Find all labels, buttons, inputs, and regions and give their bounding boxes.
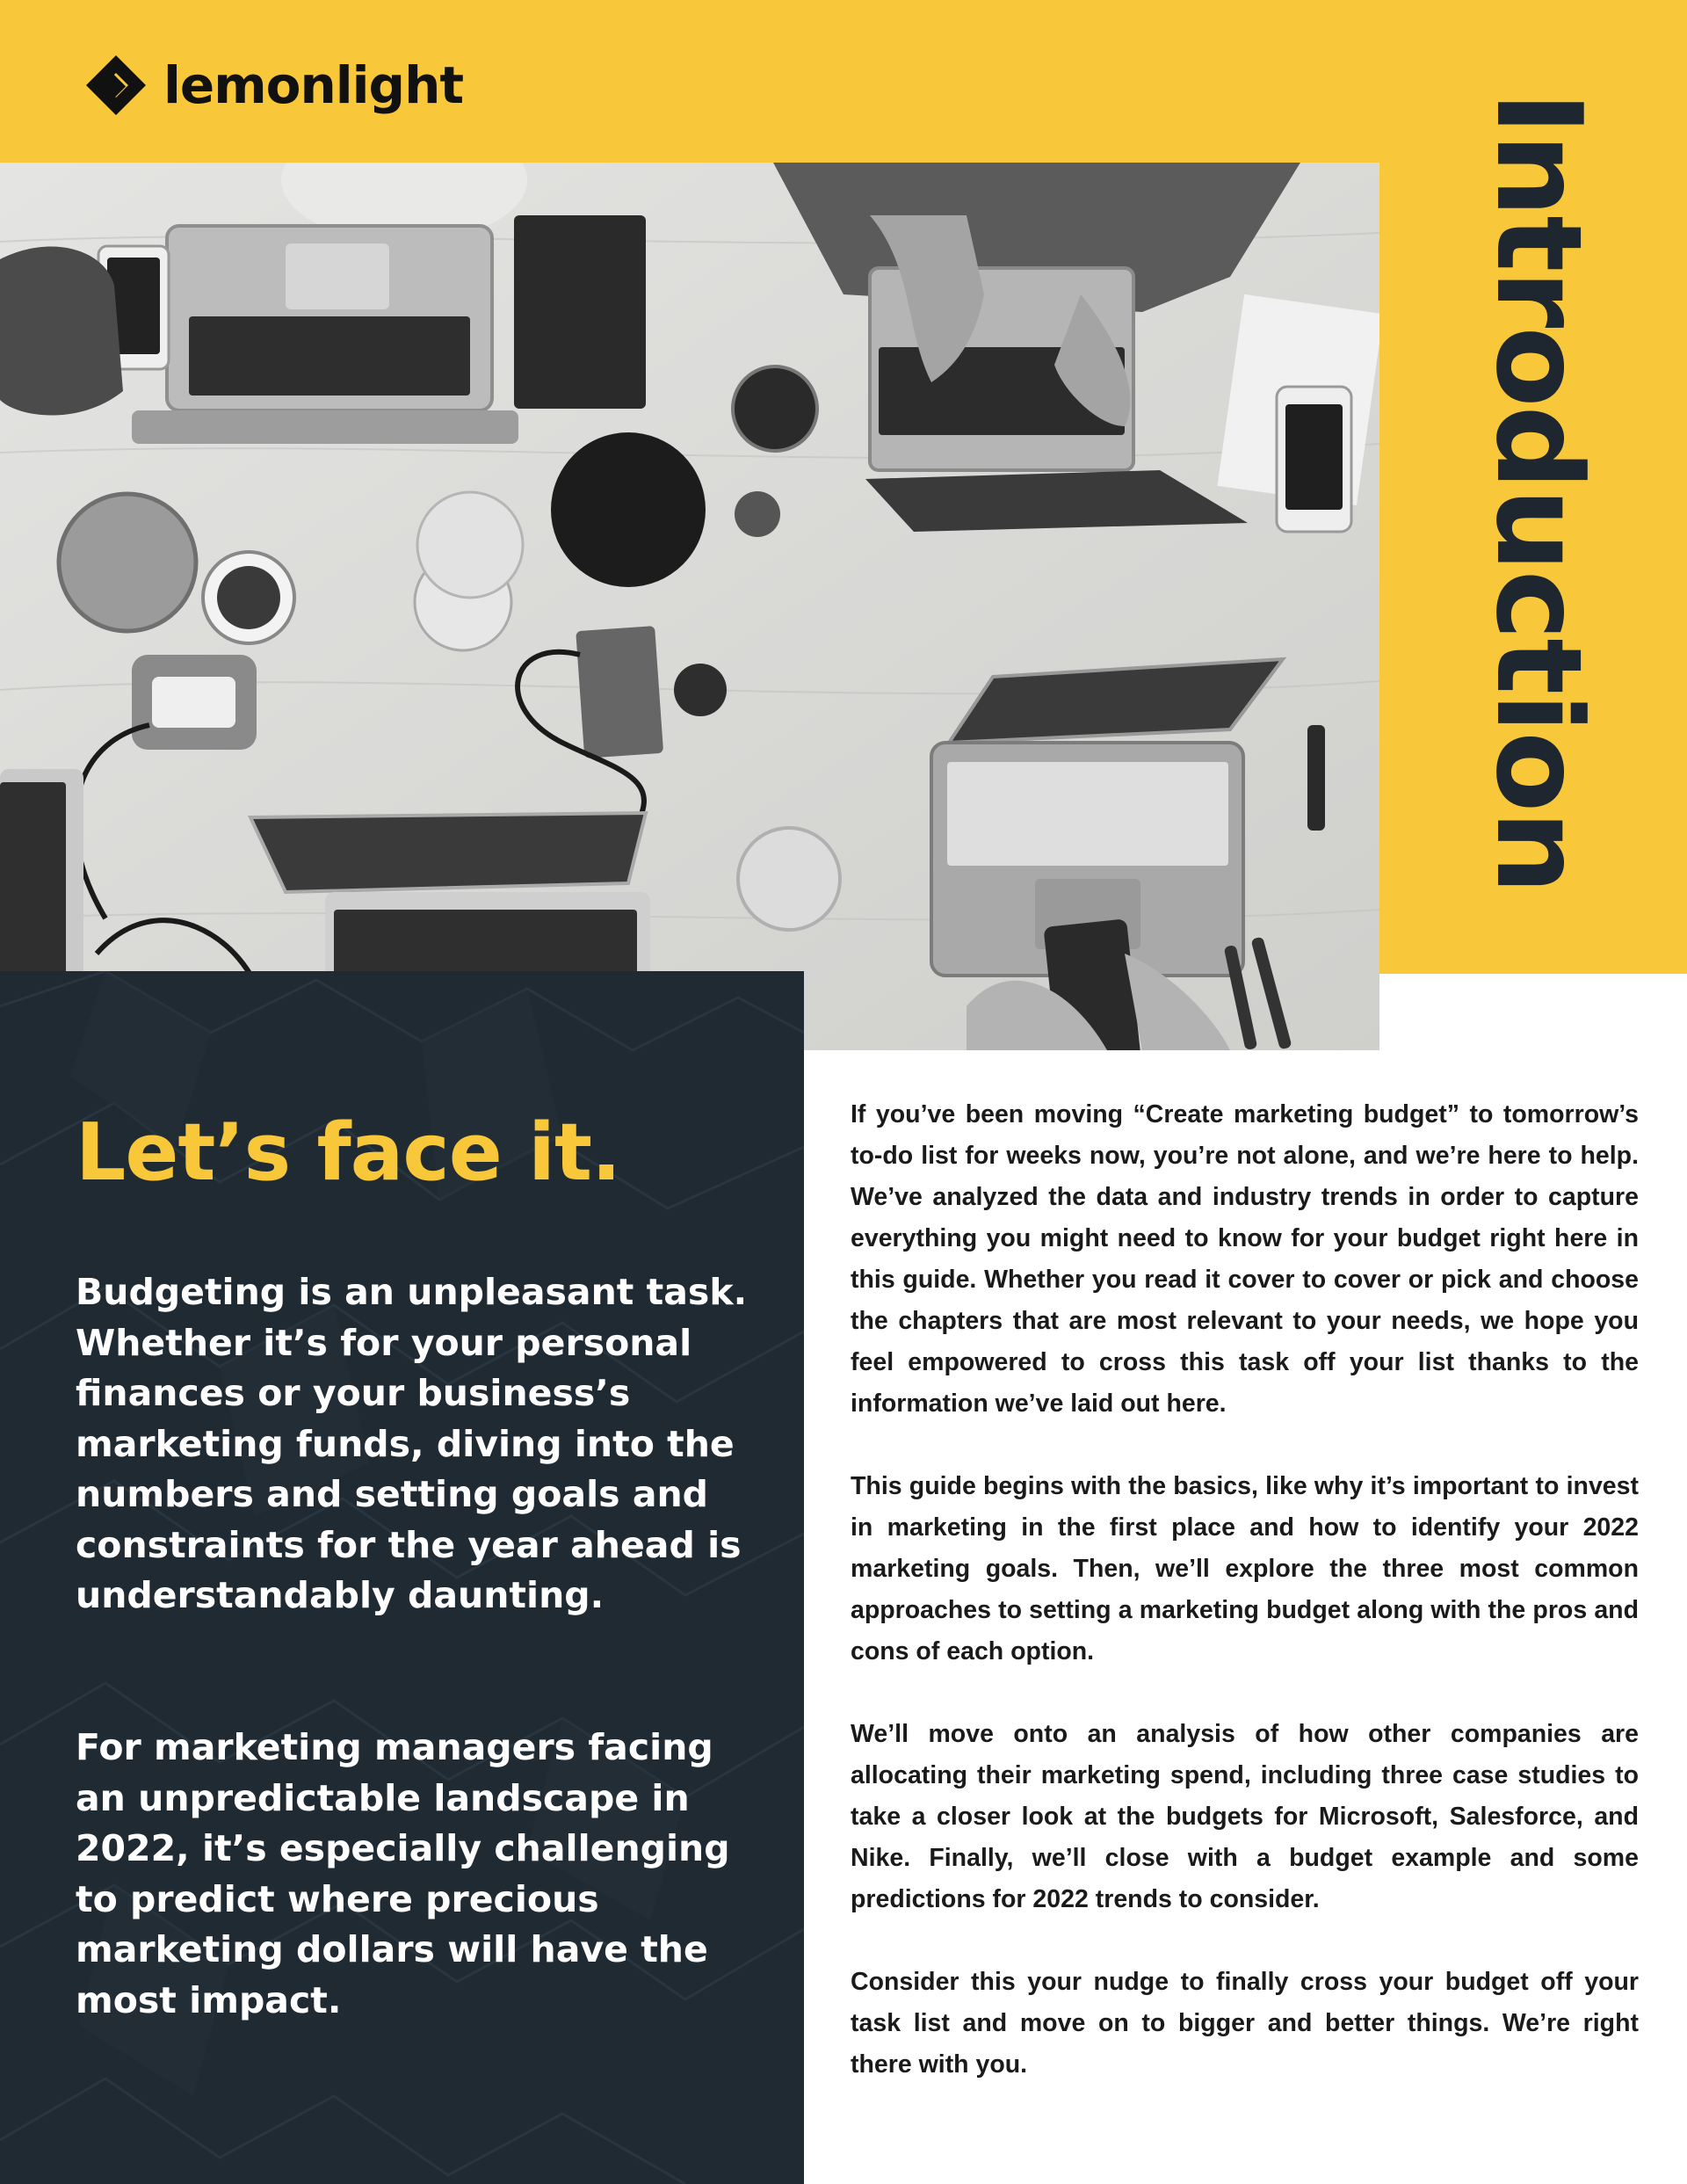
brand-logo [84,54,463,116]
brand-wordmark: lemonlight [163,55,464,115]
body-column [851,1094,1639,2127]
body-paragraph: This guide begins with the basics, like why it’s important to invest in marketing in the first place and how to identify your 2022 marketing goals. Then, we’ll explore the three most common approaches to setting a marketing budget along with the pros and cons of each option. [851,1472,1639,1665]
lead-paragraph: Budgeting is an unpleasant task. Whether it’s for your personal finances or your business’s marketing funds, diving into the numbers and setting goals and constraints for the year ahead is understandably daunting. [76,1271,748,1616]
page-title-text: Introduction [1470,91,1607,893]
lemonlight-logo-icon [84,54,148,117]
overhead-workspace-photo-icon [0,163,1379,1050]
page-title [1470,88,1607,896]
body-paragraph: If you’ve been moving “Create marketing budget” to tomorrow’s to-do list for weeks now, you’re not alone, and we’re here to help. We’ve analyzed the data and industry trends in order to capture everything you might need to know for your budget right here in this guide. Whether you read it cover to cover or pick and choose the chapters that are most relevant to your needs, we hope you feel empowered to cross this task off your list thanks to the information we’ve laid out here. [851,1100,1639,1418]
headline: Let’s face it. [76,1107,621,1199]
body-paragraph: Consider this your nudge to finally cross your budget off your task list and move on to bigger and better things. We’re right there with you. [851,1968,1639,2079]
body-paragraph: We’ll move onto an analysis of how other companies are allocating their marketing spend, including three case studies to take a closer look at the budgets for Microsoft, Salesforce, and Nike. Finally, we’ll close with a budget example and some predictions for 2022 trends to consider. [851,1720,1639,1913]
hero-photo [0,163,1379,1050]
lead-paragraph: For marketing managers facing an unpredictable landscape in 2022, it’s especially challenging to predict where precious marketing dollars will have the most impact. [76,1726,730,2021]
